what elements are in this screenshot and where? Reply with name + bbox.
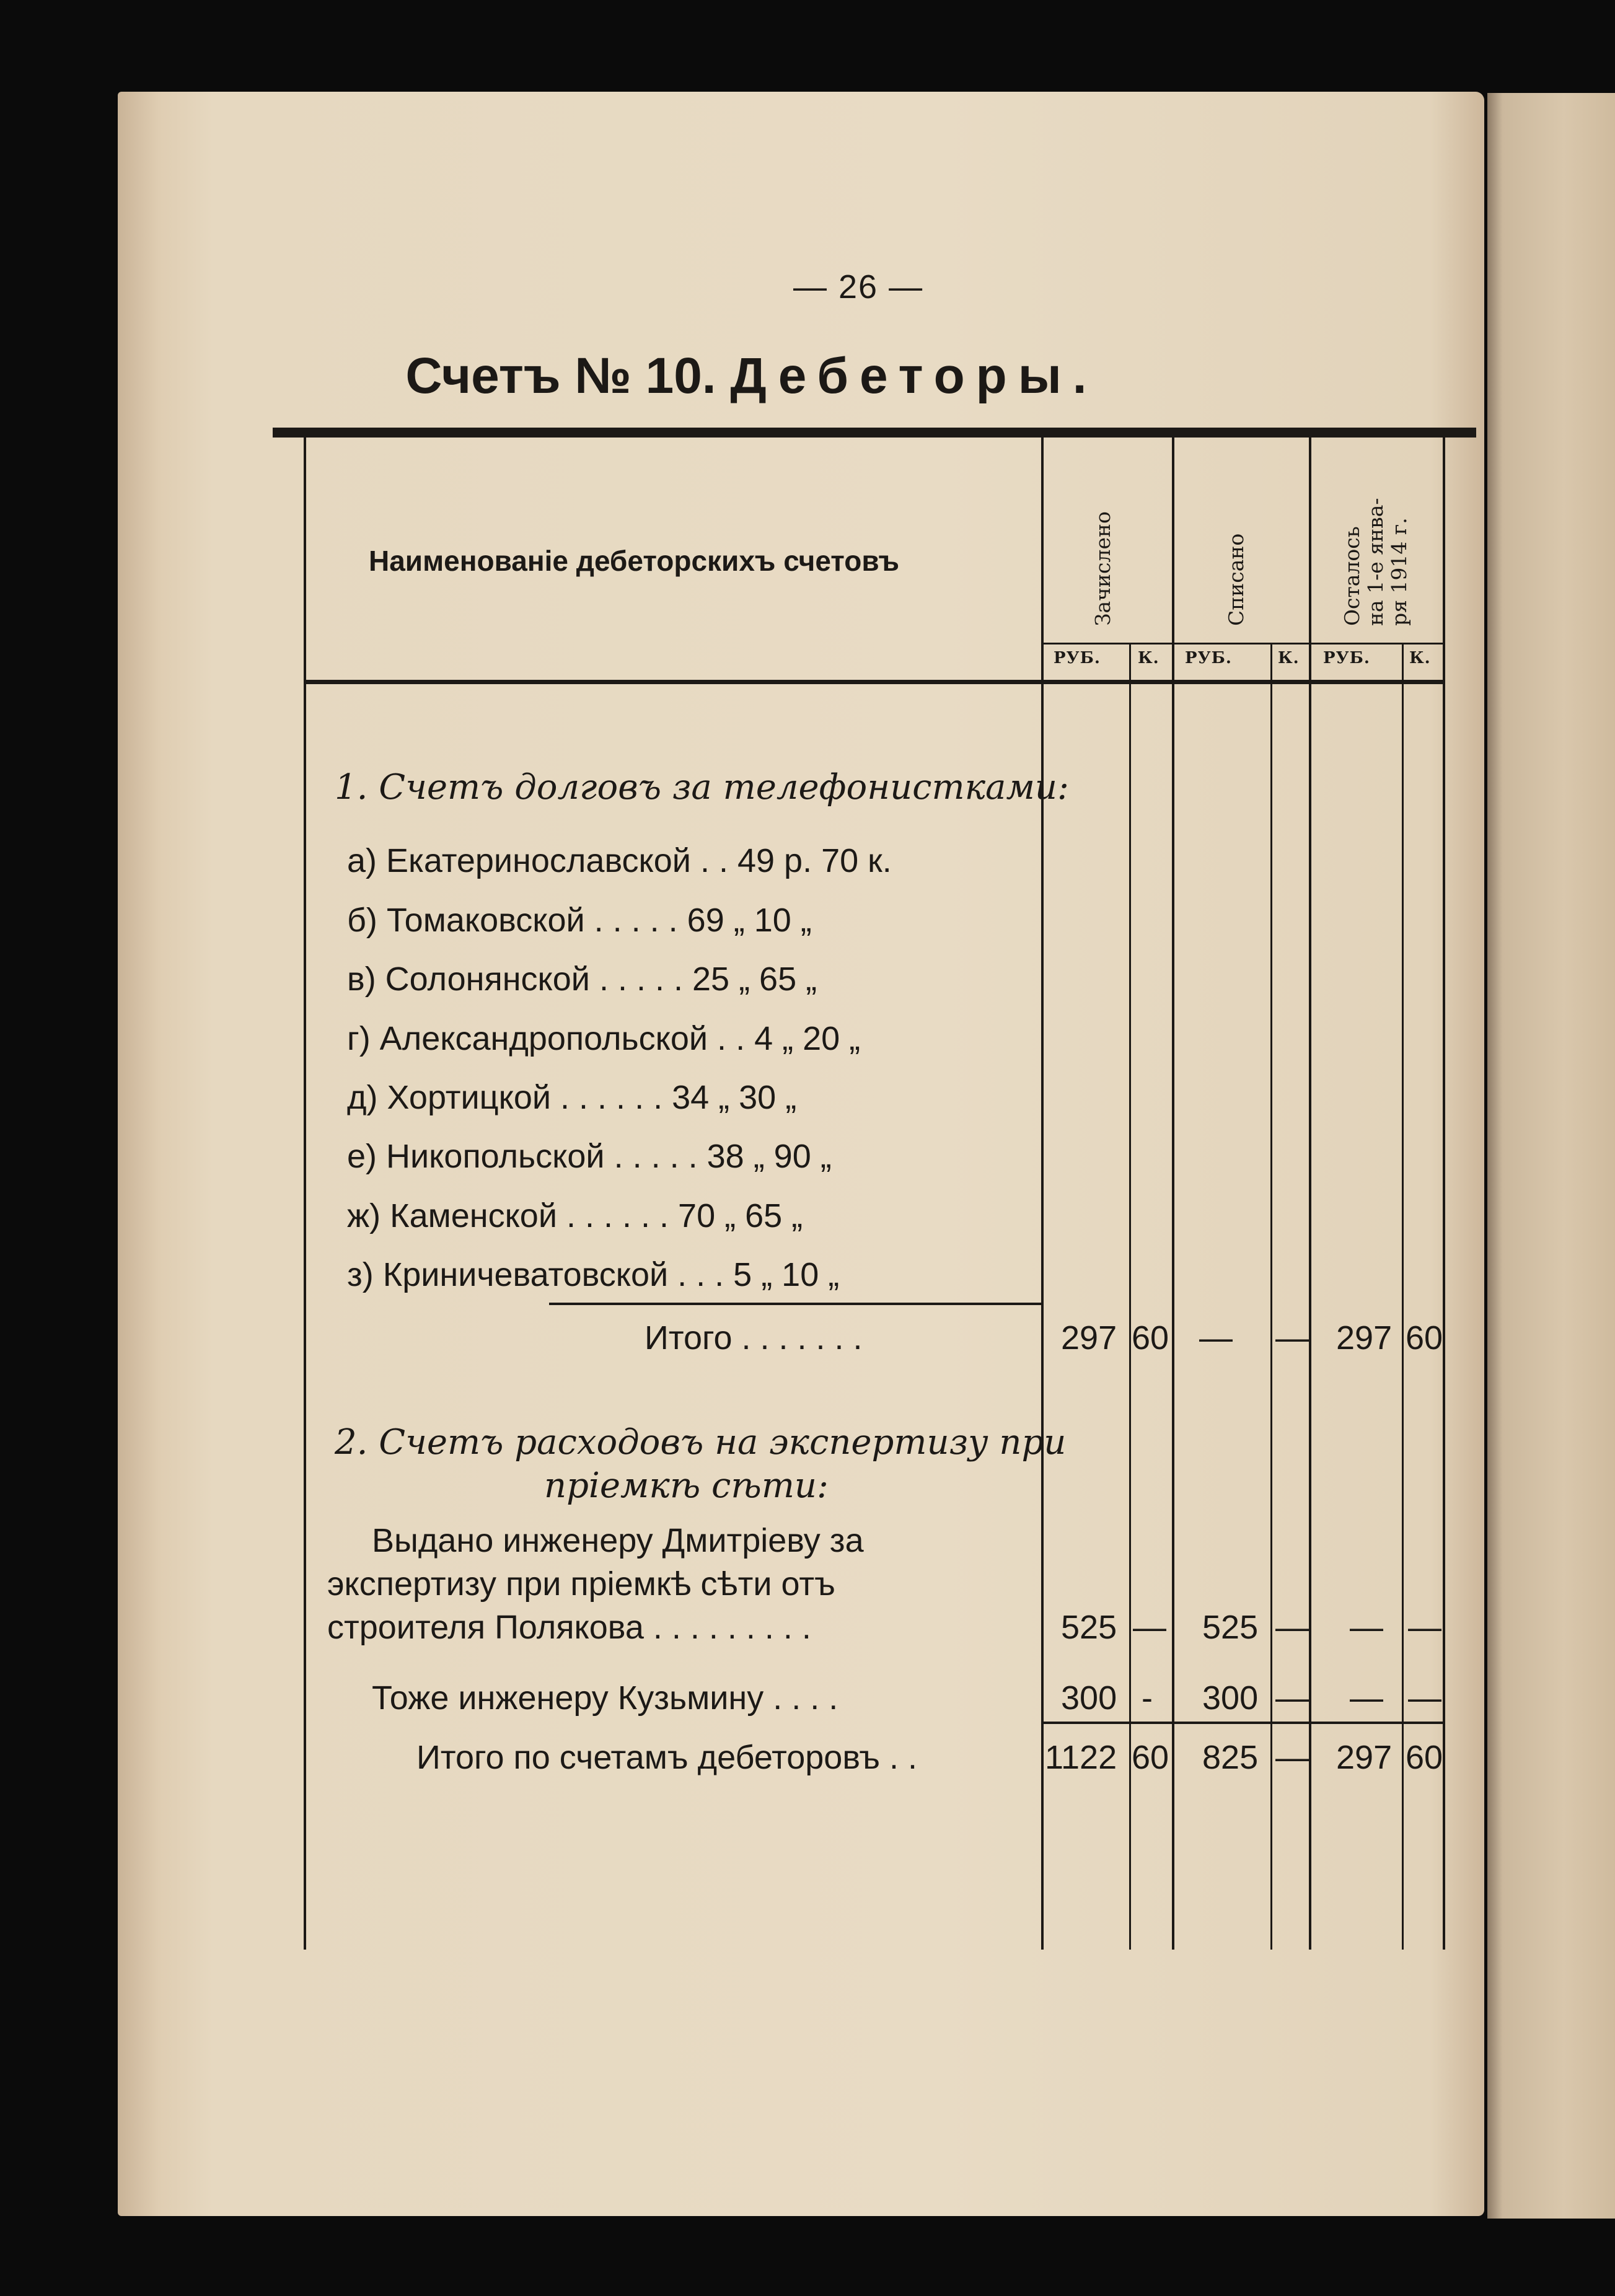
section1-heading: 1. Счетъ долговъ за телефонистками: (335, 767, 1069, 807)
unit-rub-1: РУБ. (1054, 649, 1101, 667)
subtotal-rule (549, 1303, 1041, 1305)
header-remaining-l1: Осталось (1340, 526, 1364, 626)
s1-total-written-kop: — (1275, 1319, 1309, 1357)
grand-total-label: Итого по счетамъ дебеторовъ . . (416, 1739, 917, 1776)
paragraph1-line1: Выдано инженеру Дмитріеву за (372, 1522, 864, 1559)
grand-remain-kop: 60 (1406, 1739, 1443, 1776)
s1-total-credited-kop: 60 (1132, 1319, 1169, 1357)
grand-written-rub: 825 (1202, 1739, 1259, 1776)
p2-written-rub: 300 (1202, 1679, 1259, 1717)
unit-rub-3: РУБ. (1323, 649, 1370, 667)
unit-kop-3: К. (1409, 649, 1431, 667)
p2-remain-rub: — (1350, 1679, 1383, 1717)
col-divider-kop3 (1402, 644, 1404, 1950)
header-written-off: Списано (1224, 533, 1248, 626)
list-item: ж) Каменской . . . . . . 70 „ 65 „ (347, 1197, 803, 1234)
header-bottom-rule (304, 680, 1445, 684)
list-item: а) Екатеринославской . . 49 р. 70 к. (347, 842, 892, 879)
paragraph1-line2: экспертизу при пріемкѣ сѣти отъ (327, 1565, 835, 1603)
section2-heading-line2: пріемкѣ сѣти: (544, 1466, 829, 1506)
page-number: — 26 — (793, 268, 924, 306)
list-item: з) Криничеватовской . . . 5 „ 10 „ (347, 1256, 840, 1293)
list-item: е) Никопольской . . . . . 38 „ 90 „ (347, 1138, 832, 1175)
header-remaining-l3: ря 1914 г. (1387, 517, 1411, 626)
p1-credited-kop: — (1133, 1609, 1166, 1646)
grand-credited-kop: 60 (1132, 1739, 1169, 1776)
s1-total-written-rub: — (1199, 1319, 1233, 1357)
list-item: в) Солонянской . . . . . 25 „ 65 „ (347, 961, 817, 998)
s1-total-remain-kop: 60 (1406, 1319, 1443, 1357)
title-word: Дебеторы. (730, 348, 1098, 404)
p2-written-kop: — (1275, 1679, 1309, 1717)
top-thick-rule (273, 428, 1476, 438)
unit-kop-2: К. (1278, 649, 1300, 667)
table-left-border (304, 438, 306, 1950)
page-title (0, 347, 1559, 405)
p1-written-kop: — (1275, 1609, 1309, 1646)
p1-written-rub: 525 (1202, 1609, 1259, 1646)
unit-kop-1: К. (1138, 649, 1160, 667)
col-divider-kop1 (1129, 644, 1131, 1950)
unit-rub-2: РУБ. (1185, 649, 1232, 667)
paragraph1-line3: строителя Полякова . . . . . . . . . (327, 1609, 811, 1646)
s1-total-remain-rub: 297 (1336, 1319, 1393, 1357)
s1-total-credited-rub: 297 (1061, 1319, 1117, 1357)
unit-row-rule (1041, 643, 1445, 644)
p1-credited-rub: 525 (1061, 1609, 1117, 1646)
grand-written-kop: — (1275, 1739, 1309, 1776)
title-prefix: Счетъ № 10. (405, 348, 716, 404)
p2-credited-kop: - (1142, 1679, 1153, 1717)
section1-total-label: Итого . . . . . . . (645, 1319, 863, 1357)
grand-credited-rub: 1122 (1045, 1739, 1117, 1776)
grand-remain-rub: 297 (1336, 1739, 1393, 1776)
p2-remain-kop: — (1408, 1679, 1441, 1717)
p1-remain-rub: — (1350, 1609, 1383, 1646)
p2-credited-rub: 300 (1061, 1679, 1117, 1717)
paragraph2: Тоже инженеру Кузьмину . . . . (372, 1679, 838, 1717)
list-item: б) Томаковской . . . . . 69 „ 10 „ (347, 902, 812, 939)
header-name-column: Наименованіе дебеторскихъ счетовъ (369, 545, 899, 577)
grand-total-rule (1044, 1722, 1445, 1724)
p1-remain-kop: — (1408, 1609, 1441, 1646)
col-divider-kop2 (1270, 644, 1272, 1950)
list-item: д) Хортицкой . . . . . . 34 „ 30 „ (347, 1079, 797, 1116)
facing-page-edge (1487, 93, 1615, 2219)
header-credited: Зачислено (1091, 511, 1115, 626)
header-remaining-l2: на 1-е янва- (1363, 498, 1388, 626)
section2-heading-line1: 2. Счетъ расходовъ на экспертизу при (335, 1422, 1067, 1462)
list-item: г) Александропольской . . 4 „ 20 „ (347, 1020, 861, 1057)
